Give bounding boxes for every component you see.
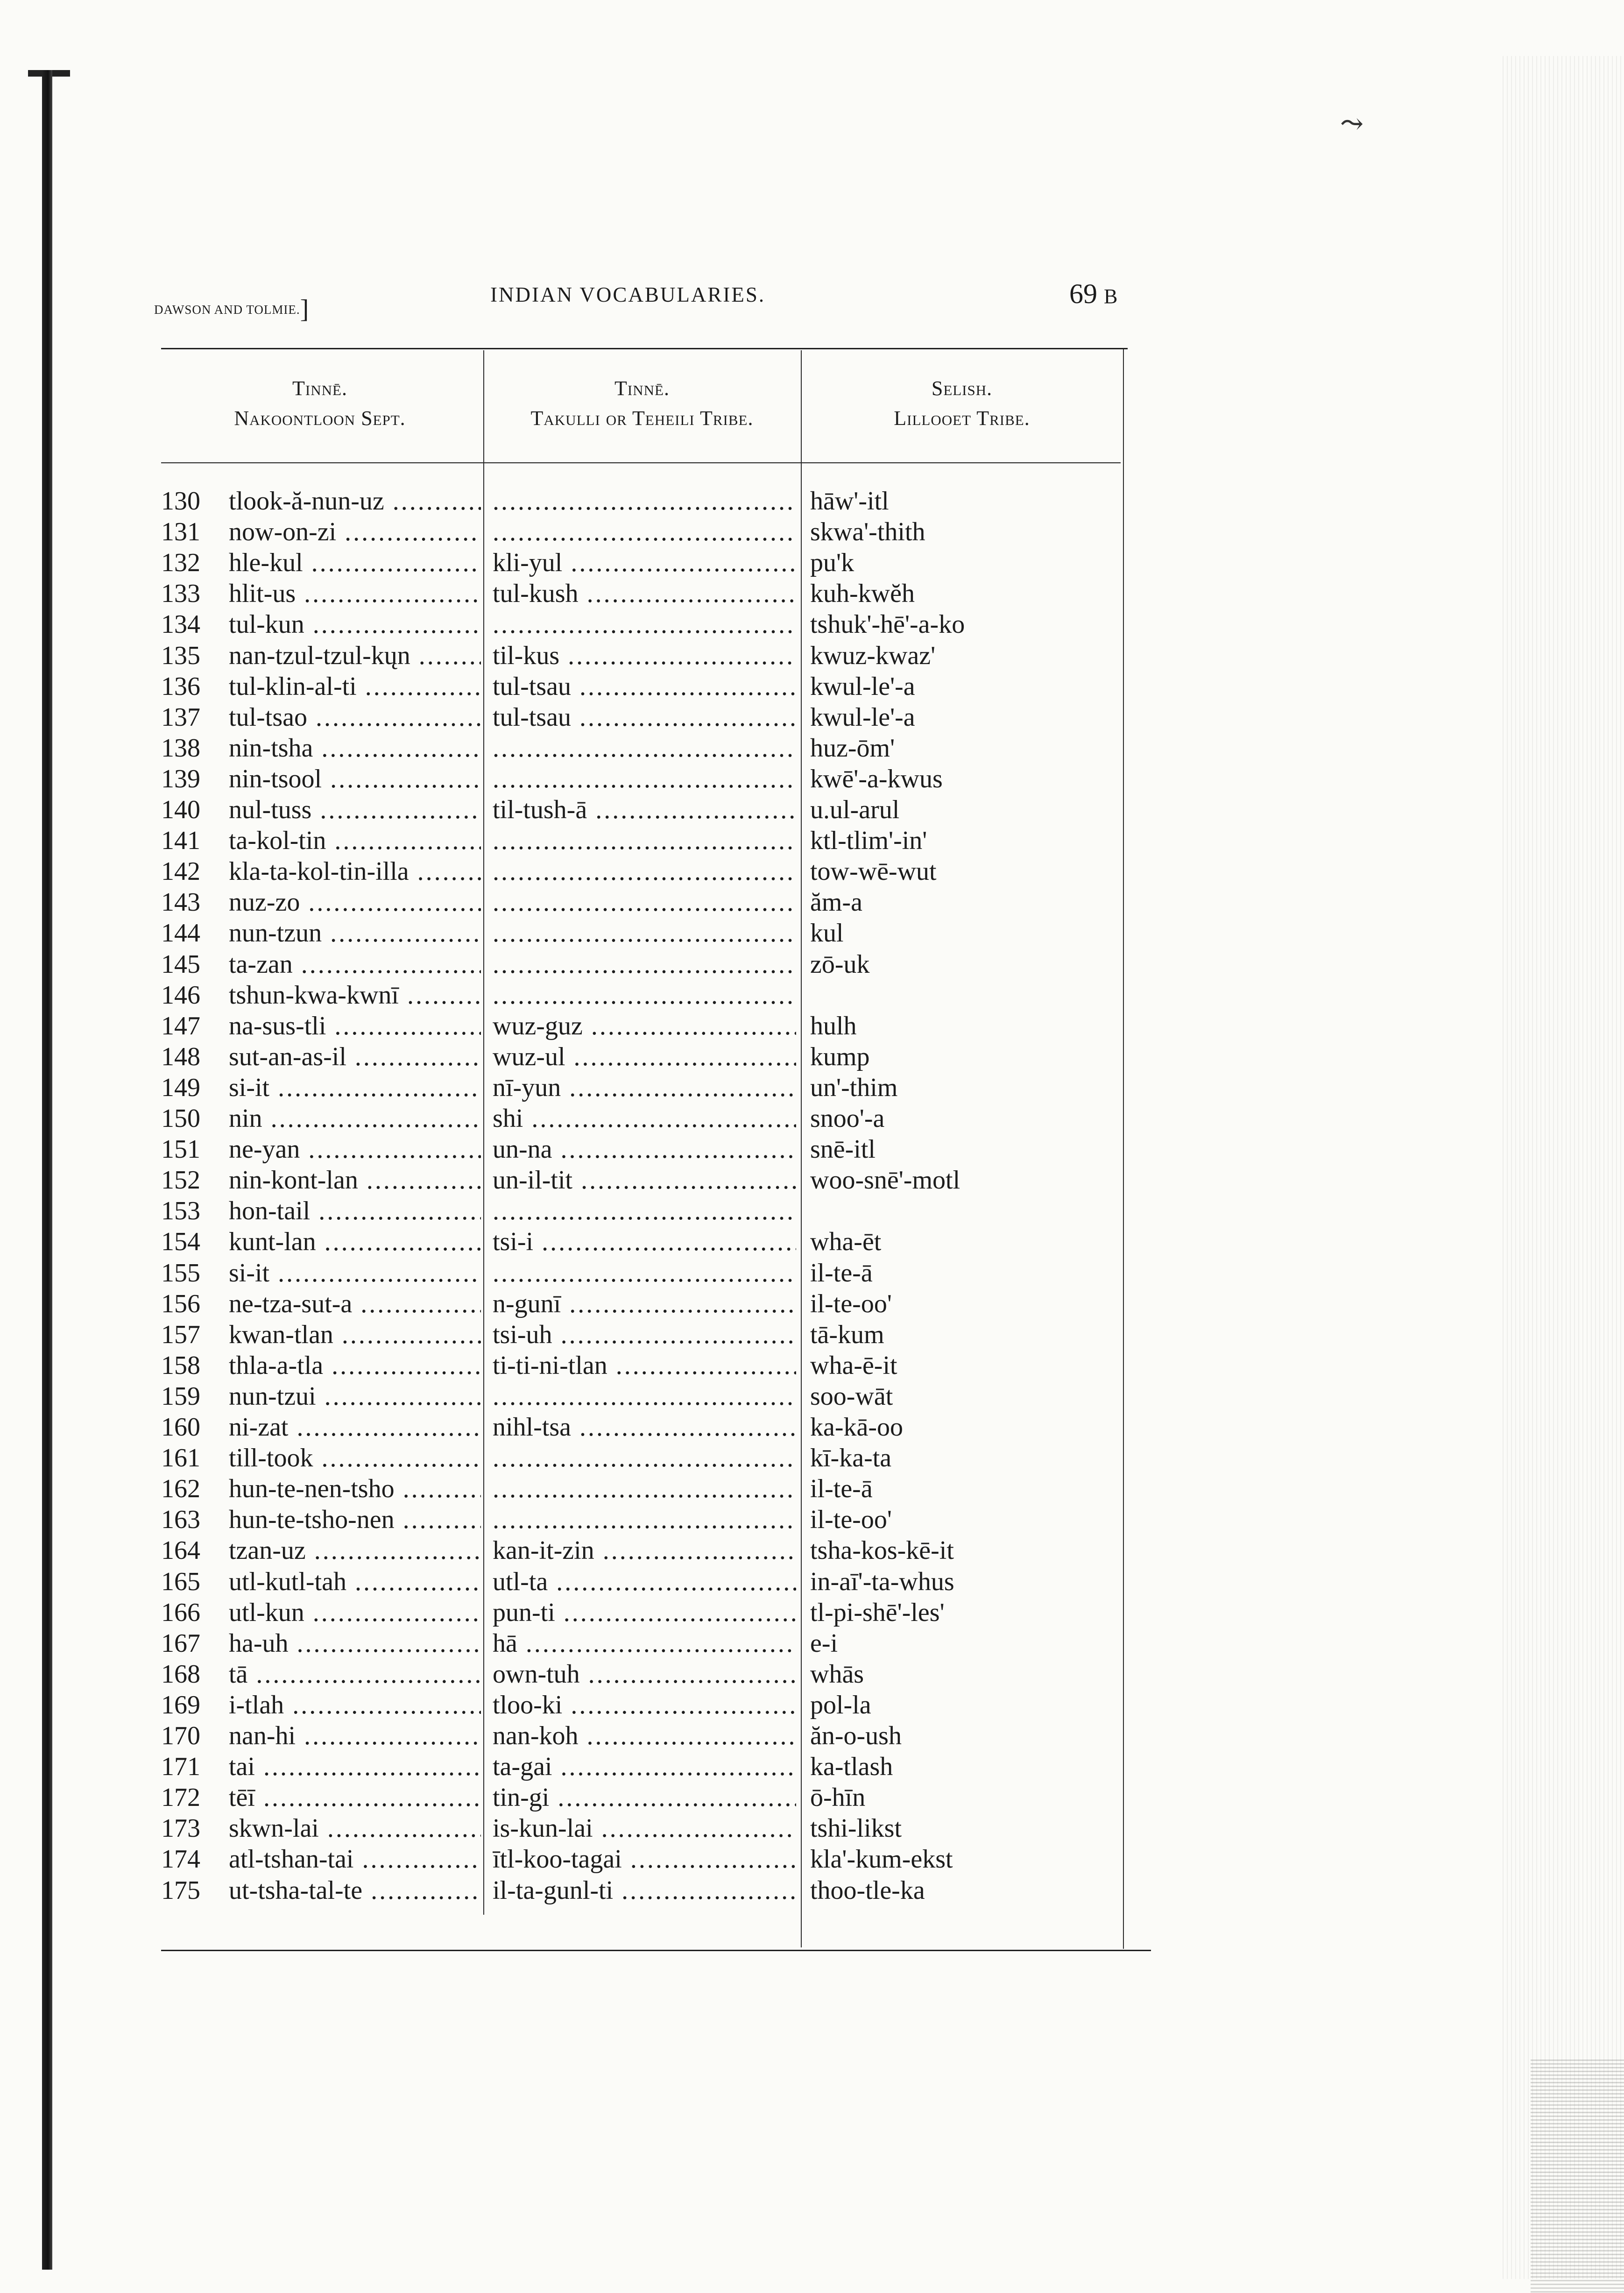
nakoontloon-word: tul-klin-al-ti ..... [229, 671, 481, 702]
takulli-word: utl-ta ..... [493, 1566, 796, 1597]
table-row [0, 1041, 1624, 1072]
takulli-word [493, 1196, 796, 1226]
table-row [0, 918, 1624, 948]
takulli-word: tsi-i ..... [493, 1226, 796, 1257]
page-number-value: 69 [1069, 278, 1097, 309]
table-row [0, 702, 1624, 733]
table-row [0, 1751, 1624, 1782]
lillooet-word: kump [810, 1042, 870, 1071]
takulli-word: ta-gai ..... [493, 1751, 796, 1782]
entry-number: 157 [161, 1320, 200, 1349]
nakoontloon-word: nin-tsool ..... [229, 764, 481, 794]
nakoontloon-word: ne-tza-sut-a ..... [229, 1288, 481, 1319]
entry-number: 149 [161, 1073, 200, 1102]
takulli-word [493, 609, 796, 640]
lillooet-word: snoo'-a [810, 1104, 885, 1133]
nakoontloon-word: tlook-ă-nun-uz ..... [229, 486, 481, 517]
lillooet-word: pu'k [810, 548, 854, 578]
table-row [0, 1381, 1624, 1412]
entry-number: 174 [161, 1845, 200, 1874]
entry-number: 175 [161, 1875, 200, 1905]
nakoontloon-word: hun-te-nen-tsho ..... [229, 1473, 481, 1504]
takulli-word [493, 980, 796, 1011]
table-bottom-rule [161, 1950, 1151, 1951]
table-row [0, 578, 1624, 609]
table-row [0, 1196, 1624, 1226]
takulli-word [493, 1258, 796, 1288]
table-row [0, 1628, 1624, 1659]
nakoontloon-word: ut-tsha-tal-te ..... [229, 1875, 481, 1906]
nakoontloon-word: kwan-tlan ..... [229, 1319, 481, 1350]
lillooet-word: ăm-a [810, 888, 862, 917]
lillooet-word: wha-ēt [810, 1227, 882, 1257]
entry-number: 162 [161, 1474, 200, 1504]
table-row [0, 794, 1624, 825]
takulli-word: il-ta-gunl-ti ..... [493, 1875, 796, 1906]
lillooet-word: hāw'-itl [810, 487, 889, 516]
table-row [0, 1659, 1624, 1690]
entry-number: 168 [161, 1659, 200, 1689]
lillooet-word: tow-wē-wut [810, 857, 937, 886]
table-head-rule [161, 462, 1121, 463]
takulli-word: n-gunī ..... [493, 1288, 796, 1319]
nakoontloon-word: ta-zan ..... [229, 949, 481, 980]
nakoontloon-word: skwn-lai ..... [229, 1813, 481, 1844]
table-row [0, 1134, 1624, 1165]
table-row [0, 1412, 1624, 1443]
lillooet-word: tshuk'-hē'-a-ko [810, 610, 965, 639]
column-header-line2: Takulli or Teheili Tribe. [530, 407, 754, 430]
nakoontloon-word: sut-an-as-il ..... [229, 1041, 481, 1072]
lillooet-word: kla'-kum-ekst [810, 1845, 953, 1874]
nakoontloon-word: nan-tzul-tzul-kųn ..... [229, 640, 481, 671]
table-row [0, 1288, 1624, 1319]
column-header-nakoontloon [161, 374, 479, 433]
entry-number: 163 [161, 1505, 200, 1535]
table-top-rule [161, 348, 1128, 349]
entry-number: 164 [161, 1536, 200, 1565]
takulli-word [493, 733, 796, 764]
takulli-word: til-kus ..... [493, 640, 796, 671]
takulli-word: nan-koh ..... [493, 1720, 796, 1751]
page-number-suffix: B [1104, 285, 1118, 308]
column-header-lillooet [803, 374, 1121, 433]
nakoontloon-word: tul-kun ..... [229, 609, 481, 640]
entry-number: 160 [161, 1413, 200, 1442]
table-row [0, 1535, 1624, 1566]
table-row [0, 1690, 1624, 1720]
nakoontloon-word: i-tlah ..... [229, 1690, 481, 1720]
lillooet-word: kwul-le'-a [810, 702, 915, 732]
entry-number: 153 [161, 1196, 200, 1226]
table-row [0, 1258, 1624, 1288]
running-head-authors [154, 294, 309, 324]
entry-number: 150 [161, 1104, 200, 1133]
takulli-word [493, 1443, 796, 1473]
takulli-word [493, 764, 796, 794]
takulli-word [493, 1473, 796, 1504]
stray-pen-mark: ⤳ [1340, 108, 1364, 139]
lillooet-word: huz-ōm' [810, 733, 895, 763]
entry-number: 169 [161, 1690, 200, 1720]
lillooet-word: kwē'-a-kwus [810, 764, 943, 793]
column-header-line1: Selish. [931, 377, 993, 400]
nakoontloon-word: kla-ta-kol-tin-illa ..... [229, 856, 481, 887]
table-row [0, 733, 1624, 764]
table-row [0, 1350, 1624, 1381]
table-row [0, 887, 1624, 918]
nakoontloon-word: hun-te-tsho-nen ..... [229, 1504, 481, 1535]
takulli-word [493, 856, 796, 887]
lillooet-word: ka-kā-oo [810, 1413, 904, 1442]
nakoontloon-word: now-on-zi ..... [229, 517, 481, 547]
entry-number: 161 [161, 1444, 200, 1473]
takulli-word: nī-yun ..... [493, 1072, 796, 1103]
nakoontloon-word: ta-kol-tin ..... [229, 825, 481, 856]
entry-number: 132 [161, 548, 200, 578]
nakoontloon-word: ha-uh ..... [229, 1628, 481, 1659]
entry-number: 158 [161, 1351, 200, 1380]
entry-number: 173 [161, 1814, 200, 1843]
table-row [0, 1720, 1624, 1751]
takulli-word: tul-tsau ..... [493, 702, 796, 733]
nakoontloon-word: hle-kul ..... [229, 547, 481, 578]
column-header-line1: Tinnē. [292, 377, 347, 400]
takulli-word: tin-gi ..... [493, 1782, 796, 1813]
takulli-word: pun-ti ..... [493, 1597, 796, 1628]
nakoontloon-word: tai ..... [229, 1751, 481, 1782]
takulli-word [493, 918, 796, 948]
nakoontloon-word: ne-yan ..... [229, 1134, 481, 1165]
lillooet-word: tshi-likst [810, 1814, 902, 1843]
takulli-word: tul-kush ..... [493, 578, 796, 609]
lillooet-word: kuh-kwĕh [810, 579, 915, 609]
takulli-word: nihl-tsa ..... [493, 1412, 796, 1443]
lillooet-word: wha-ē-it [810, 1351, 897, 1380]
lillooet-word: tsha-kos-kē-it [810, 1536, 954, 1565]
takulli-word: un-na ..... [493, 1134, 796, 1165]
nakoontloon-word: tā ..... [229, 1659, 481, 1690]
table-row [0, 1782, 1624, 1813]
entry-number: 136 [161, 672, 200, 701]
lillooet-word: ăn-o-ush [810, 1721, 902, 1750]
entry-number: 167 [161, 1628, 200, 1658]
lillooet-word: whās [810, 1659, 864, 1689]
table-row [0, 517, 1624, 547]
nakoontloon-word: nuz-zo ..... [229, 887, 481, 918]
lillooet-word: un'-thim [810, 1073, 898, 1102]
lillooet-word: u.ul-arul [810, 795, 900, 824]
entry-number: 171 [161, 1752, 200, 1782]
table-row [0, 1226, 1624, 1257]
lillooet-word: tā-kum [810, 1320, 884, 1349]
table-row [0, 1103, 1624, 1134]
table-row [0, 1875, 1624, 1906]
table-row [0, 1319, 1624, 1350]
lillooet-word: kī-ka-ta [810, 1444, 892, 1473]
column-header-line2: Lillooet Tribe. [894, 407, 1030, 430]
table-row [0, 1813, 1624, 1844]
lillooet-word: e-i [810, 1628, 838, 1658]
table-row [0, 1072, 1624, 1103]
nakoontloon-word: till-took ..... [229, 1443, 481, 1473]
page-number [1069, 278, 1117, 310]
takulli-word: shi ..... [493, 1103, 796, 1134]
table-row [0, 671, 1624, 702]
takulli-word: hā ..... [493, 1628, 796, 1659]
running-head-title: INDIAN VOCABULARIES. [490, 283, 766, 306]
takulli-word: tloo-ki ..... [493, 1690, 796, 1720]
table-row [0, 486, 1624, 517]
takulli-word: un-il-tit ..... [493, 1165, 796, 1196]
entry-number: 134 [161, 610, 200, 639]
nakoontloon-word: nun-tzun ..... [229, 918, 481, 948]
takulli-word [493, 949, 796, 980]
entry-number: 138 [161, 733, 200, 763]
table-row [0, 764, 1624, 794]
nakoontloon-word: nin-tsha ..... [229, 733, 481, 764]
lillooet-word: tl-pi-shē'-les' [810, 1598, 945, 1627]
table-row [0, 1504, 1624, 1535]
lillooet-word: kul [810, 919, 844, 948]
table-row [0, 1473, 1624, 1504]
nakoontloon-word: na-sus-tli ..... [229, 1011, 481, 1041]
nakoontloon-word: si-it ..... [229, 1072, 481, 1103]
lillooet-word: kwuz-kwaz' [810, 641, 936, 670]
table-row [0, 547, 1624, 578]
nakoontloon-word: nul-tuss ..... [229, 794, 481, 825]
entry-number: 137 [161, 702, 200, 732]
entry-number: 133 [161, 579, 200, 609]
entry-number: 159 [161, 1381, 200, 1411]
lillooet-word: hulh [810, 1011, 857, 1040]
running-head-bracket: ] [300, 295, 310, 324]
entry-number: 142 [161, 857, 200, 886]
lillooet-word: soo-wāt [810, 1381, 893, 1411]
nakoontloon-word: tzan-uz ..... [229, 1535, 481, 1566]
takulli-word: kli-yul ..... [493, 547, 796, 578]
table-row [0, 1844, 1624, 1875]
entry-number: 140 [161, 795, 200, 824]
nakoontloon-word: hlit-us ..... [229, 578, 481, 609]
entry-number: 148 [161, 1042, 200, 1071]
takulli-word: is-kun-lai ..... [493, 1813, 796, 1844]
table-row [0, 856, 1624, 887]
entry-number: 165 [161, 1567, 200, 1596]
lillooet-word: il-te-oo' [810, 1505, 892, 1535]
takulli-word: tul-tsau ..... [493, 671, 796, 702]
entry-number: 166 [161, 1598, 200, 1627]
nakoontloon-word: nin-kont-lan ..... [229, 1165, 481, 1196]
takulli-word: ti-ti-ni-tlan ..... [493, 1350, 796, 1381]
nakoontloon-word: tshun-kwa-kwnī ..... [229, 980, 481, 1011]
lillooet-word: kwul-le'-a [810, 672, 915, 701]
nakoontloon-word: hon-tail ..... [229, 1196, 481, 1226]
takulli-word [493, 517, 796, 547]
table-row [0, 1597, 1624, 1628]
lillooet-word: il-te-ā [810, 1258, 873, 1288]
table-row [0, 1566, 1624, 1597]
takulli-word: tsi-uh ..... [493, 1319, 796, 1350]
nakoontloon-word: utl-kutl-tah ..... [229, 1566, 481, 1597]
running-head-authors-text: DAWSON AND TOLMIE. [154, 303, 300, 317]
entry-number: 147 [161, 1011, 200, 1040]
nakoontloon-word: tēī ..... [229, 1782, 481, 1813]
entry-number: 130 [161, 487, 200, 516]
column-header-line2: Nakoontloon Sept. [234, 407, 406, 430]
entry-number: 145 [161, 949, 200, 979]
table-row [0, 980, 1624, 1011]
entry-number: 144 [161, 919, 200, 948]
entry-number: 170 [161, 1721, 200, 1750]
takulli-word [493, 825, 796, 856]
takulli-word: wuz-ul ..... [493, 1041, 796, 1072]
lillooet-word: il-te-ā [810, 1474, 873, 1504]
table-row [0, 1443, 1624, 1473]
table-row [0, 640, 1624, 671]
lillooet-word: in-aī'-ta-whus [810, 1567, 954, 1596]
takulli-word [493, 1381, 796, 1412]
nakoontloon-word: nan-hi ..... [229, 1720, 481, 1751]
entry-number: 156 [161, 1289, 200, 1318]
column-header-takulli [486, 374, 798, 433]
nakoontloon-word: thla-a-tla ..... [229, 1350, 481, 1381]
entry-number: 155 [161, 1258, 200, 1288]
nakoontloon-word: tul-tsao ..... [229, 702, 481, 733]
table-row [0, 949, 1624, 980]
entry-number: 141 [161, 826, 200, 856]
takulli-word: own-tuh ..... [493, 1659, 796, 1690]
lillooet-word: pol-la [810, 1690, 871, 1720]
entry-number: 172 [161, 1783, 200, 1812]
lillooet-word: ktl-tlim'-in' [810, 826, 927, 856]
column-header-line1: Tinnē. [614, 377, 670, 400]
entry-number: 139 [161, 764, 200, 793]
entry-number: 152 [161, 1166, 200, 1195]
lillooet-word: zō-uk [810, 949, 870, 979]
lillooet-word: ō-hīn [810, 1783, 866, 1812]
lillooet-word: woo-snē'-motl [810, 1166, 960, 1195]
nakoontloon-word: kunt-lan ..... [229, 1226, 481, 1257]
lillooet-word: ka-tlash [810, 1752, 893, 1782]
entry-number: 131 [161, 517, 200, 547]
nakoontloon-word: atl-tshan-tai ..... [229, 1844, 481, 1875]
lillooet-word: thoo-tle-ka [810, 1875, 925, 1905]
takulli-word [493, 887, 796, 918]
nakoontloon-word: utl-kun ..... [229, 1597, 481, 1628]
nakoontloon-word: ni-zat ..... [229, 1412, 481, 1443]
entry-number: 135 [161, 641, 200, 670]
table-row [0, 1011, 1624, 1041]
nakoontloon-word: si-it ..... [229, 1258, 481, 1288]
takulli-word: til-tush-ā ..... [493, 794, 796, 825]
entry-number: 146 [161, 980, 200, 1010]
scan-edge-noise-bottom [1531, 2059, 1624, 2293]
takulli-word: ītl-koo-tagai ..... [493, 1844, 796, 1875]
takulli-word [493, 486, 796, 517]
takulli-word: kan-it-zin ..... [493, 1535, 796, 1566]
entry-number: 151 [161, 1135, 200, 1164]
table-row [0, 609, 1624, 640]
entry-number: 154 [161, 1227, 200, 1257]
entry-number: 143 [161, 888, 200, 917]
nakoontloon-word: nun-tzui ..... [229, 1381, 481, 1412]
lillooet-word: snē-itl [810, 1135, 876, 1164]
takulli-word: wuz-guz ..... [493, 1011, 796, 1041]
table-row [0, 1165, 1624, 1196]
lillooet-word: skwa'-thith [810, 517, 925, 547]
lillooet-word: il-te-oo' [810, 1289, 892, 1318]
nakoontloon-word: nin ..... [229, 1103, 481, 1134]
takulli-word [493, 1504, 796, 1535]
table-row [0, 825, 1624, 856]
